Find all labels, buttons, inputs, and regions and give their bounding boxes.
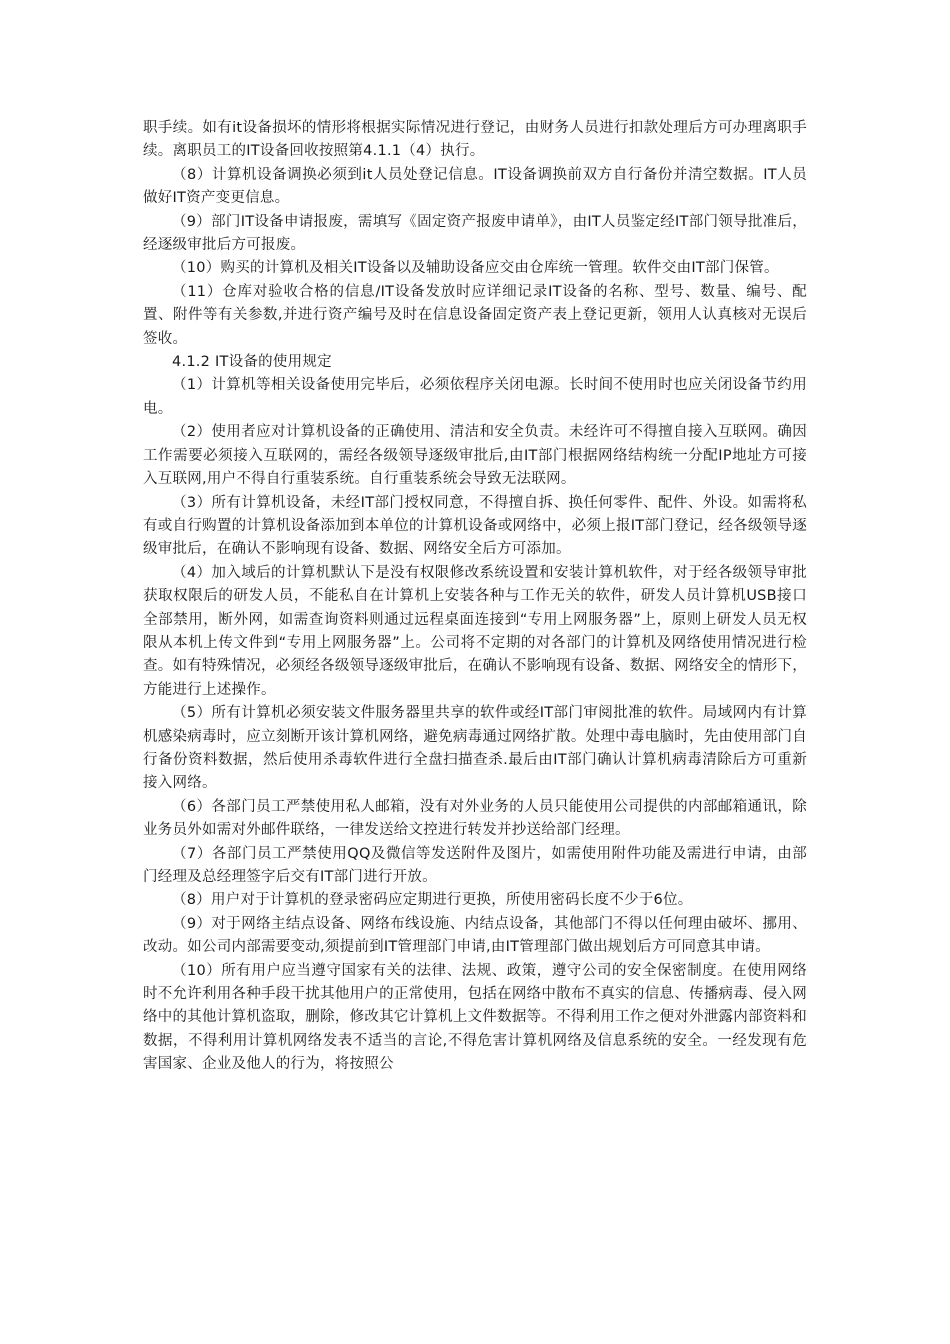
rule-item-7: （7）各部门员工严禁使用QQ及微信等发送附件及图片，如需使用附件功能及需进行申请，由部门经理及总经理签字后交有IT部门进行开放。 (143, 845, 807, 885)
section-heading: 4.1.2 IT设备的使用规定 (172, 354, 332, 371)
paragraph-continuation: 职手续。如有it设备损坏的情形将根据实际情况进行登记，由财务人员进行扣款处理后方可办理离职手续。离职员工的IT设备回收按照第4.1.1（4）执行。 (143, 120, 807, 160)
paragraph-item-11: （11）仓库对验收合格的信息/IT设备发放时应详细记录IT设备的名称、型号、数量、编号、配置、附件等有关参数,并进行资产编号及时在信息设备固定资产表上登记更新，领用人认真核对无误后签收。 (143, 283, 807, 347)
rule-item-10: （10）所有用户应当遵守国家有关的法律、法规、政策，遵守公司的安全保密制度。在使用网络时不允许利用各种手段干扰其他用户的正常使用，包括在网络中散布不真实的信息、传播病毒、侵入网络中的其他计算机盗取，删除，修改其它计算机上文件数据等。不得利用工作之便对外泄露内部资料和数据，不得利用计算机网络发表不适当的言论,不得危害计算机网络及信息系统的安全。一经发现有危害国家、企业及他人的行为，将按照公 (143, 962, 807, 1073)
rule-item-4: （4）加入域后的计算机默认下是没有权限修改系统设置和安装计算机软件，对于经各级领导审批获取权限后的研发人员，不能私自在计算机上安装各种与工作无关的软件，研发人员计算机USB接口全部禁用，断外网，如需查询资料则通过远程桌面连接到“专用上网服务器”上，原则上研发人员无权限从本机上传文件到“专用上网服务器”上。公司将不定期的对各部门的计算机及网络使用情况进行检查。如有特殊情况，必须经各级领导逐级审批后，在确认不影响现有设备、数据、网络安全的情形下，方能进行上述操作。 (143, 564, 807, 698)
document-page (143, 117, 807, 1077)
paragraph-item-9: （9）部门IT设备申请报废，需填写《固定资产报废申请单》，由IT人员鉴定经IT部门领导批准后，经逐级审批后方可报废。 (143, 213, 807, 254)
rule-item-3: （3）所有计算机设备，未经IT部门授权同意，不得擅自拆、换任何零件、配件、外设。如需将私有或自行购置的计算机设备添加到本单位的计算机设备或网络中，必须上报IT部门登记，经各级领导逐级审批后，在确认不影响现有设备、数据、网络安全后方可添加。 (143, 494, 807, 558)
rule-item-8: （8）用户对于计算机的登录密码应定期进行更换，所使用密码长度不少于6位。 (172, 892, 693, 909)
rule-item-5: （5）所有计算机必须安装文件服务器里共享的软件或经IT部门审阅批准的软件。局域网内有计算机感染病毒时，应立刻断开该计算机网络，避免病毒通过网络扩散。处理中毒电脑时，先由使用部门自行备份资料数据，然后使用杀毒软件进行全盘扫描查杀.最后由IT部门确认计算机病毒清除后方可重新接入网络。 (143, 705, 807, 792)
rule-item-1: （1）计算机等相关设备使用完毕后，必须依程序关闭电源。长时间不使用时也应关闭设备节约用电。 (143, 377, 807, 417)
rule-item-9: （9）对于网络主结点设备、网络布线设施、内结点设备，其他部门不得以任何理由破坏、挪用、改动。如公司内部需要变动,须提前到IT管理部门申请,由IT管理部门做出规划后方可同意其申请。 (143, 915, 807, 956)
paragraph-item-8: （8）计算机设备调换必须到it人员处登记信息。IT设备调换前双方自行备份并清空数据。IT人员做好IT资产变更信息。 (143, 166, 807, 207)
paragraph-item-10: （10）购买的计算机及相关IT设备以及辅助设备应交由仓库统一管理。软件交由IT部门保管。 (172, 260, 779, 277)
rule-item-2: （2）使用者应对计算机设备的正确使用、清洁和安全负责。未经许可不得擅自接入互联网。确因工作需要必须接入互联网的，需经各级领导逐级审批后,由IT部门根据网络结构统一分配IP地址方可接入互联网,用户不得自行重装系统。自行重装系统会导致无法联网。 (143, 424, 807, 488)
rule-item-6: （6）各部门员工严禁使用私人邮箱，没有对外业务的人员只能使用公司提供的内部邮箱通讯，除业务员外如需对外邮件联络，一律发送给文控进行转发并抄送给部门经理。 (143, 798, 807, 839)
